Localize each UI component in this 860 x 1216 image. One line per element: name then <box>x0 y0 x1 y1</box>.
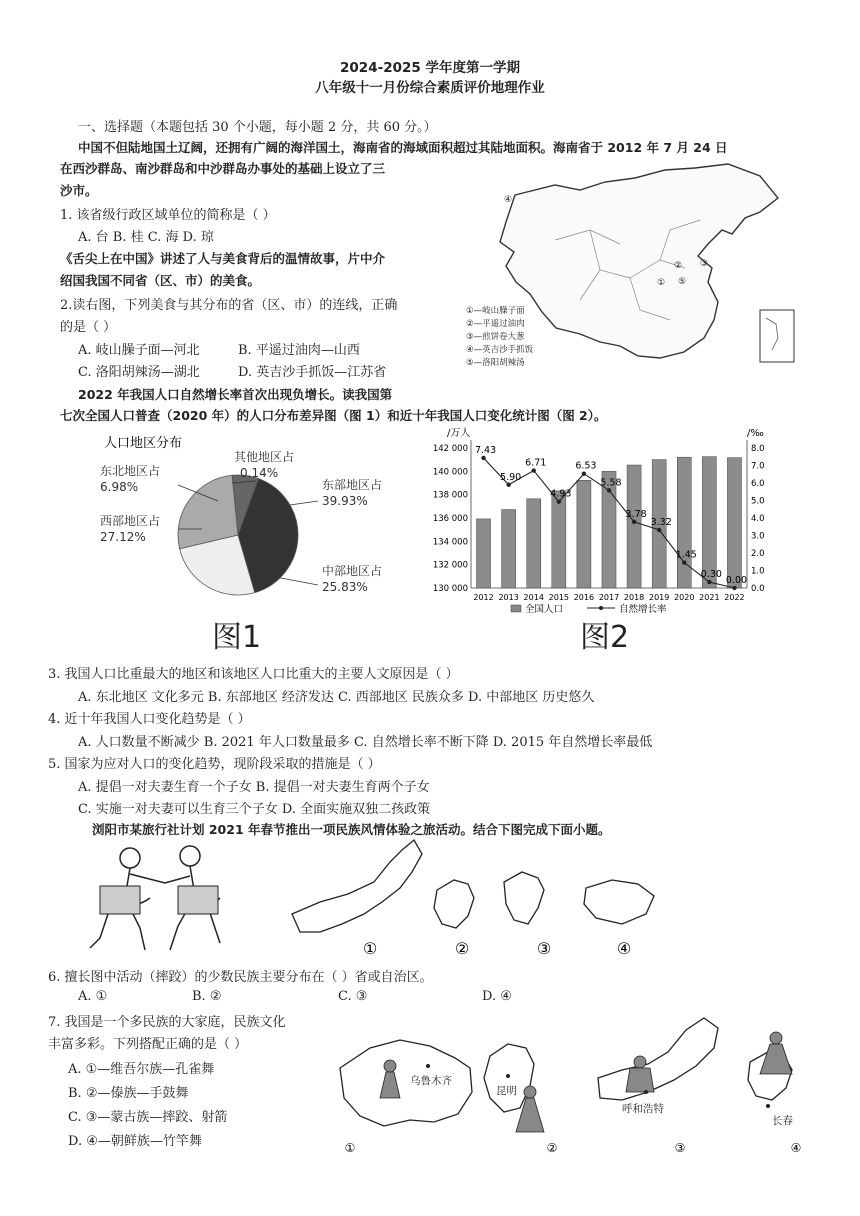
legend-rate: 自然增长率 <box>619 604 667 615</box>
rate-point <box>582 472 586 476</box>
q4-stem: 4. 近十年我国人口变化趋势是（ ） <box>48 712 251 727</box>
pie-value-northeast: 6.98% <box>100 480 139 494</box>
rate-label: 6.53 <box>575 460 597 472</box>
rate-label: 5.58 <box>600 477 622 489</box>
intro4: 浏阳市某旅行社计划 2021 年春节推出一项民族风情体验之旅活动。结合下图完成下面小题。 <box>92 822 611 837</box>
city-urumqi: 乌鲁木齐 <box>410 1075 452 1087</box>
q7-optC: C. ③—蒙古族—摔跤、射箭 <box>68 1110 228 1125</box>
q2-optD: D. 英吉沙手抓饭—江苏省 <box>238 365 387 380</box>
map-legend-item: ④—英吉沙手抓饭 <box>466 345 534 355</box>
map-marker-2: ② <box>674 261 683 271</box>
map-marker-4: ④ <box>504 195 513 205</box>
city-changchun: 长春 <box>772 1115 793 1127</box>
x-tick: 2018 <box>623 593 645 602</box>
y-axis-right-ticks <box>751 444 765 594</box>
outline-3-shape <box>504 872 544 924</box>
q5-stem: 5. 国家为应对人口的变化趋势，现阶段采取的措施是（ ） <box>48 757 381 772</box>
ethnic-culture-maps <box>330 1008 830 1158</box>
intro2-line1: 《舌尖上在中国》讲述了人与美食背后的温情故事，片中介 <box>60 251 386 266</box>
pie-slices <box>178 475 298 595</box>
q6-optD: D. ④ <box>482 989 512 1004</box>
section-title: 一、选择题（本题包括 30 个小题，每小题 2 分，共 60 分。） <box>78 120 437 135</box>
y-tick-left: 138 000 <box>432 490 468 501</box>
intro1-line3: 沙市。 <box>60 183 98 198</box>
intro3-line2: 七次全国人口普查（2020 年）的人口分布差异图（图 1）和近十年我国人口变化统计图（图 2）。 <box>60 408 607 423</box>
city-hohhot: 呼和浩特 <box>622 1103 664 1115</box>
pie-label-northeast: 东北地区占 <box>100 464 161 478</box>
q2-stem2: 的是（ ） <box>60 320 117 335</box>
outline-label-1: ① <box>362 939 378 958</box>
pie-label-west: 西部地区占 <box>100 514 161 528</box>
x-tick: 2019 <box>649 593 670 602</box>
x-axis-ticks <box>473 593 744 602</box>
q3-options: A. 东北地区 文化多元 B. 东部地区 经济发达 C. 西部地区 民族众多 D. 中部地区 历史悠久 <box>78 690 595 705</box>
q7-optA: A. ①—维吾尔族—孔雀舞 <box>68 1062 215 1077</box>
q6-optA: A. ① <box>78 989 108 1004</box>
q7-optB: B. ②—傣族—手鼓舞 <box>68 1086 189 1101</box>
rate-label: 1.45 <box>675 549 697 561</box>
population-bar <box>727 458 741 588</box>
rate-point <box>707 580 711 584</box>
city-kunming: 昆明 <box>496 1085 517 1097</box>
population-bar-chart <box>425 418 805 618</box>
rate-label: 6.71 <box>525 457 547 469</box>
outline-1-shape <box>292 840 422 932</box>
bar-group <box>471 440 747 588</box>
pie-label-central: 中部地区占 <box>322 564 383 578</box>
x-tick: 2015 <box>548 593 569 602</box>
y-tick-right: 7.0 <box>751 461 765 472</box>
ylabel-left: /万人 <box>447 428 471 439</box>
rate-label: 0.00 <box>725 575 748 586</box>
intro1-line1: 中国不但陆地国土辽阔，还拥有广阔的海洋国土，海南省的海域面积超过其陆地面积。海南省于 2012 年 7 月 24 日 <box>78 140 728 155</box>
q7-optD: D. ④—朝鲜族—竹竿舞 <box>68 1134 202 1149</box>
y-axis-left-ticks <box>433 444 468 594</box>
rate-point <box>682 560 686 564</box>
outline-4-shape <box>584 880 654 924</box>
population-bar <box>477 519 491 588</box>
map-legend-item: ②—平遥过油肉 <box>466 319 525 329</box>
ylabel-right: /‰ <box>747 428 764 439</box>
x-tick: 2020 <box>674 593 695 602</box>
y-tick-left: 130 000 <box>432 584 468 594</box>
y-tick-right: 1.0 <box>751 566 765 577</box>
q4-options: A. 人口数量不断减少 B. 2021 年人口数量最多 C. 自然增长率不断下降 D. 2015 年自然增长率最低 <box>78 735 653 750</box>
q7-stem1: 7. 我国是一个多民族的大家庭，民族文化 <box>48 1015 286 1030</box>
y-tick-right: 3.0 <box>751 531 765 542</box>
rate-point <box>632 520 636 524</box>
x-tick: 2017 <box>598 593 620 602</box>
header-line2: 八年级十一月份综合素质评价地理作业 <box>315 80 545 96</box>
q6-optC: C. ③ <box>338 989 368 1004</box>
pie-value-other: 0.14% <box>240 466 279 480</box>
outline-label-2: ② <box>454 939 470 958</box>
q5-opt2: C. 实施一对夫妻可以生育三个子女 D. 全面实施双独二孩政策 <box>78 802 431 817</box>
header-line1: 2024-2025 学年度第一学期 <box>340 60 520 76</box>
fig2-label: 图2 <box>580 620 630 655</box>
map-legend <box>466 305 533 370</box>
population-bar <box>627 465 641 588</box>
rate-point <box>481 456 485 460</box>
bottom-map-label-2: ② <box>546 1141 558 1155</box>
rate-label: 3.32 <box>650 516 672 528</box>
outline-2-shape <box>434 880 474 928</box>
q6-optB: B. ② <box>192 989 222 1004</box>
q6-stem: 6. 擅长图中活动（摔跤）的少数民族主要分布在（ ）省或自治区。 <box>48 970 433 985</box>
pie-value-central: 25.83% <box>322 580 368 594</box>
fig1-label: 图1 <box>212 620 262 655</box>
q2-optA: A. 岐山臊子面—河北 <box>78 343 200 358</box>
bottom-map-label-3: ③ <box>674 1141 686 1155</box>
x-tick: 2014 <box>523 593 544 602</box>
y-tick-right: 2.0 <box>751 549 765 559</box>
x-tick: 2012 <box>473 593 494 602</box>
pie-label-other: 其他地区占 <box>234 450 295 464</box>
map-marker-5: ⑤ <box>678 277 687 287</box>
pie-value-west: 27.12% <box>100 530 146 544</box>
rate-label: 4.93 <box>550 488 572 500</box>
q2-optC: C. 洛阳胡辣汤—湖北 <box>78 365 200 380</box>
province-outlines <box>282 832 672 962</box>
y-tick-left: 132 000 <box>432 560 468 571</box>
y-tick-right: 4.0 <box>751 514 765 524</box>
rate-point <box>532 468 536 472</box>
pie-title: 人口地区分布 <box>104 436 183 451</box>
population-bar <box>527 499 541 588</box>
q2-optB: B. 平遥过油肉—山西 <box>238 343 360 358</box>
population-bar <box>502 510 516 588</box>
map-legend-item: ⑤—洛阳胡辣汤 <box>466 358 525 368</box>
x-tick: 2021 <box>699 593 720 602</box>
map-legend-item: ①—岐山臊子面 <box>466 306 525 316</box>
outline-label-4: ④ <box>616 939 632 958</box>
y-tick-right: 5.0 <box>751 496 765 507</box>
bottom-map-label-1: ① <box>344 1141 356 1155</box>
rate-label: 3.78 <box>625 508 647 520</box>
x-tick: 2013 <box>498 593 519 602</box>
population-bar <box>577 480 591 588</box>
rate-point <box>732 586 736 590</box>
rate-point <box>607 488 611 492</box>
pie-value-east: 39.93% <box>322 494 368 508</box>
population-bar <box>677 457 691 588</box>
rate-point <box>657 528 661 532</box>
population-bar <box>552 491 566 588</box>
map-legend-item: ③—煎饼卷大葱 <box>466 332 525 342</box>
rate-label: 0.30 <box>700 569 722 581</box>
q5-opt1: A. 提倡一对夫妻生育一个子女 B. 提倡一对夫妻生育两个子女 <box>78 780 430 795</box>
y-tick-left: 140 000 <box>432 467 468 478</box>
rate-label: 7.43 <box>474 444 497 456</box>
y-tick-right: 8.0 <box>751 444 765 454</box>
q2-stem1: 2.读右图，下列美食与其分布的省（区、市）的连线，正确 <box>60 298 398 313</box>
y-tick-left: 136 000 <box>432 514 468 524</box>
y-tick-left: 134 000 <box>432 537 468 548</box>
q1-stem: 1. 该省级行政区域单位的简称是（ ） <box>60 208 276 223</box>
y-tick-left: 142 000 <box>432 444 468 454</box>
y-tick-right: 6.0 <box>751 479 765 489</box>
outline-label-3: ③ <box>536 939 552 958</box>
pie-label-east: 东部地区占 <box>322 478 383 492</box>
x-tick: 2022 <box>724 593 745 602</box>
intro1-line2: 在西沙群岛、南沙群岛和中沙群岛办事处的基础上设立了三 <box>60 161 386 176</box>
q1-options: A. 台 B. 桂 C. 海 D. 琼 <box>78 230 214 245</box>
wrestling-illustration <box>70 838 270 958</box>
bottom-map-label-4: ④ <box>790 1141 802 1155</box>
rate-point <box>557 500 561 504</box>
map-marker-3: ③ <box>700 259 709 269</box>
q3-stem: 3. 我国人口比重最大的地区和该地区人口比重大的主要人文原因是（ ） <box>48 667 459 682</box>
y-tick-right: 0.0 <box>751 584 765 594</box>
rate-point <box>506 483 510 487</box>
legend-population: 全国人口 <box>525 604 564 615</box>
intro2-line2: 绍国我国不同省（区、市）的美食。 <box>60 273 261 288</box>
x-tick: 2016 <box>573 593 595 602</box>
intro3-line1: 2022 年我国人口自然增长率首次出现负增长。读我国第 <box>78 387 393 402</box>
rate-label: 5.90 <box>500 471 522 483</box>
map-marker-1: ① <box>657 278 666 288</box>
q7-stem2: 丰富多彩。下列搭配正确的是（ ） <box>48 1037 248 1052</box>
